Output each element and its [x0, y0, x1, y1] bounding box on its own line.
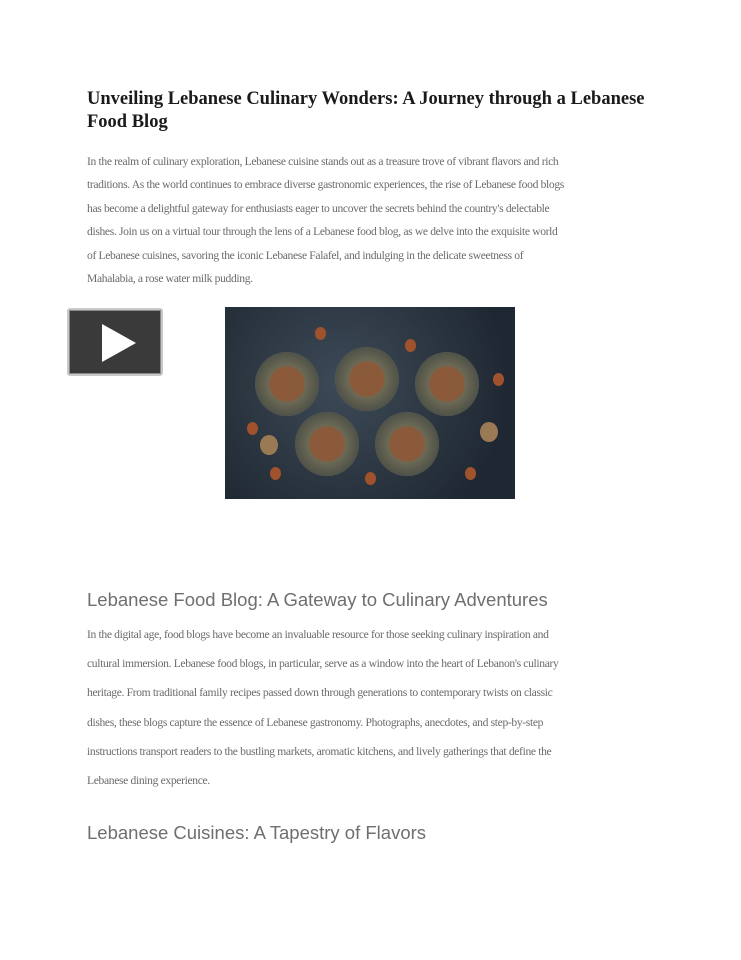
- text-line: Mahalabia, a rose water milk pudding.: [87, 271, 253, 285]
- text-line: cultural immersion. Lebanese food blogs, in particular, serve as a window into the heart of Lebanon's culinary: [87, 657, 559, 671]
- food-blog-paragraph: [87, 624, 558, 799]
- text-line: heritage. From traditional family recipes passed down through generations to contemporary twists on classic: [87, 686, 553, 700]
- section-heading-cuisines: Lebanese Cuisines: A Tapestry of Flavors: [87, 822, 427, 843]
- video-play-button[interactable]: [67, 308, 163, 376]
- text-line: of Lebanese cuisines, savoring the iconic Lebanese Falafel, and indulging in the delicate sweetness of: [87, 248, 524, 262]
- text-line: instructions transport readers to the bustling markets, aromatic kitchens, and lively gatherings that define the: [87, 744, 552, 758]
- lebanese-sweets-photo: [225, 307, 515, 499]
- text-line: has become a delightful gateway for enthusiasts eager to uncover the secrets behind the country's delectable: [87, 201, 550, 215]
- text-line: dishes. Join us on a virtual tour through the lens of a Lebanese food blog, as we delve into the exquisite world: [87, 225, 558, 239]
- text-line: traditions. As the world continues to embrace diverse gastronomic experiences, the rise of Lebanese food blogs: [87, 178, 564, 192]
- text-line: In the realm of culinary exploration, Lebanese cuisine stands out as a treasure trove of vibrant flavors and rich: [87, 155, 559, 168]
- text-line: dishes, these blogs capture the essence of Lebanese gastronomy. Photographs, anecdotes, and step-by-step: [87, 715, 544, 729]
- intro-paragraph: [87, 150, 564, 290]
- page-title: Unveiling Lebanese Culinary Wonders: A Journey through a Lebanese Food Blog: [87, 89, 645, 132]
- section-heading-food-blog: Lebanese Food Blog: A Gateway to Culinary Adventures: [87, 589, 548, 610]
- text-line: Lebanese dining experience.: [87, 773, 210, 787]
- play-icon: [102, 324, 136, 362]
- text-line: In the digital age, food blogs have become an invaluable resource for those seeking culinary inspiration and: [87, 628, 549, 641]
